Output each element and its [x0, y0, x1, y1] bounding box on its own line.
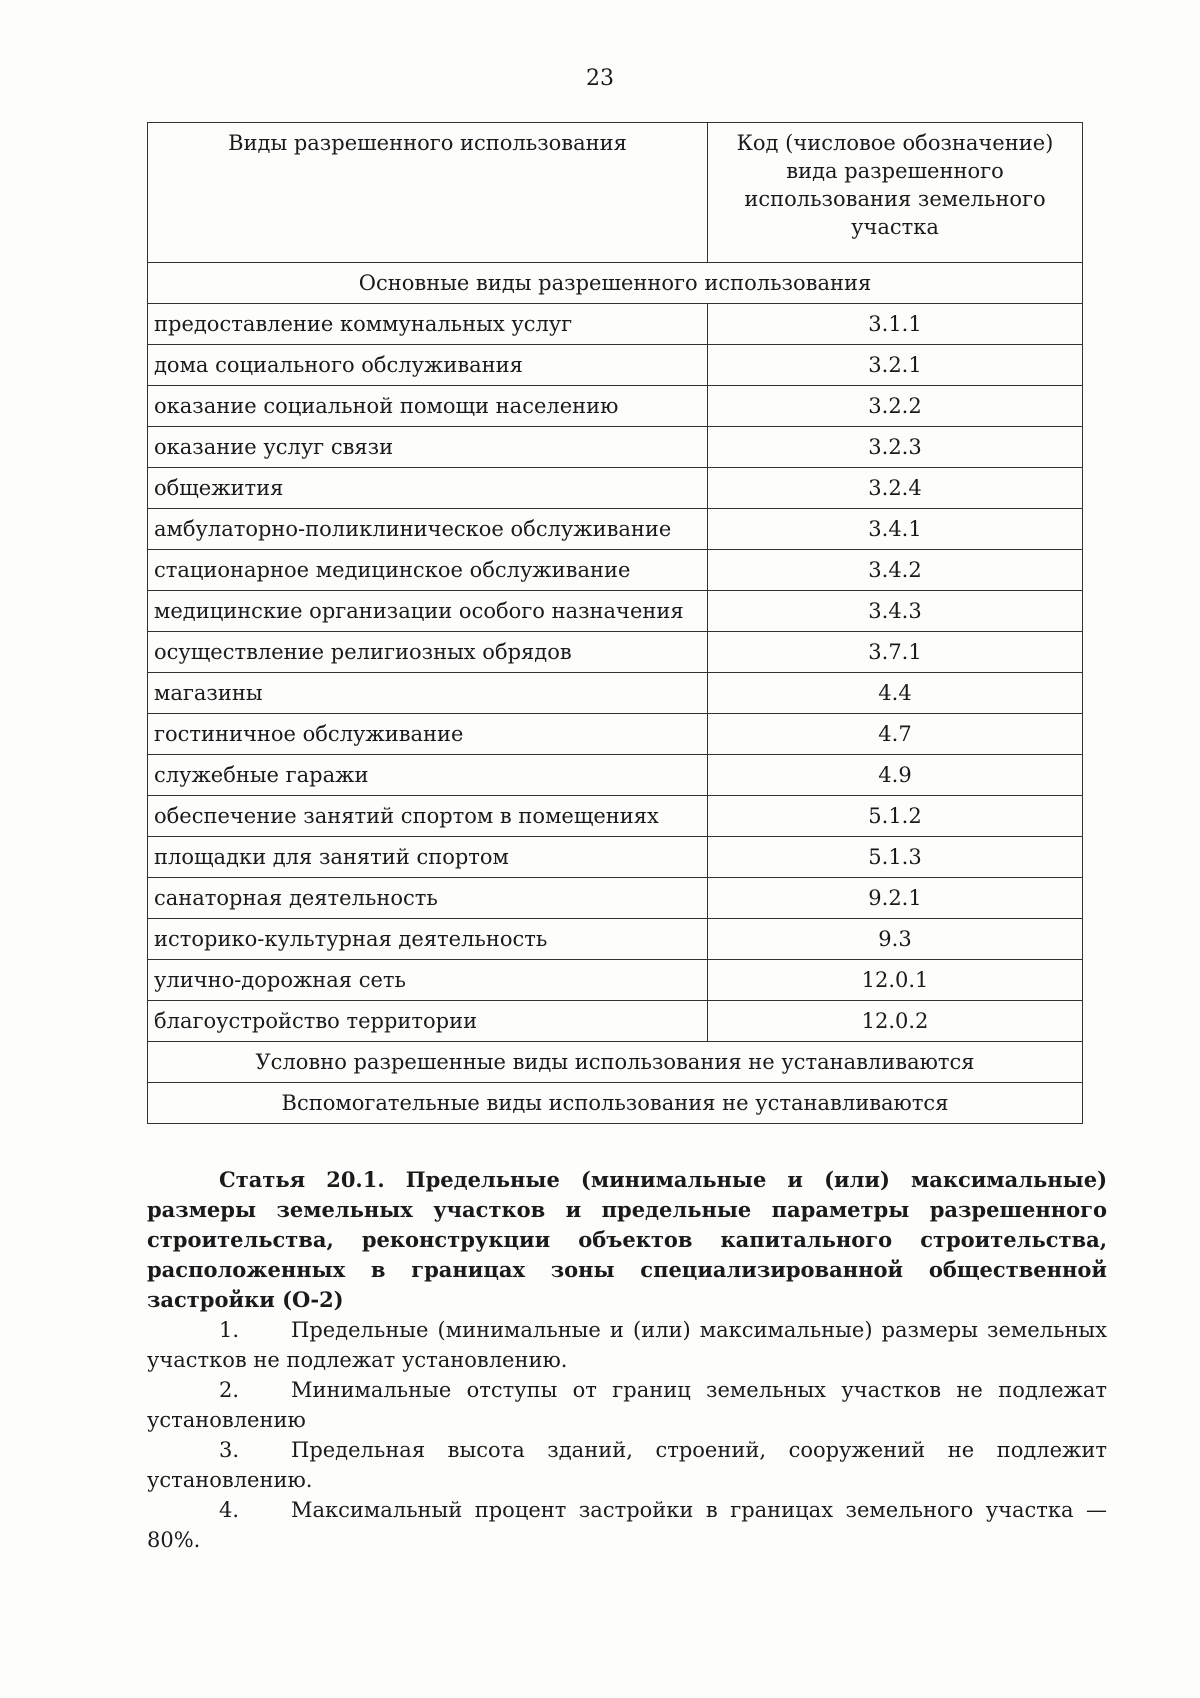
use-code-cell: 4.7: [708, 714, 1083, 755]
use-code-cell: 4.9: [708, 755, 1083, 796]
table-row: [148, 468, 1083, 509]
table-row: [148, 550, 1083, 591]
table-row: [148, 755, 1083, 796]
header-code: Код (числовое обозначение) вида разрешенного использования земельного участка: [708, 123, 1083, 263]
table-row: [148, 345, 1083, 386]
article-paragraphs: [147, 1315, 1107, 1555]
conditional-uses-note: Условно разрешенные виды использования не устанавливаются: [148, 1042, 1083, 1083]
use-code-cell: 5.1.3: [708, 837, 1083, 878]
use-code-cell: 3.4.3: [708, 591, 1083, 632]
article-title: Статья 20.1. Предельные (минимальные и (или) максимальные) размеры земельных участков и предельные параметры разрешенного строительства, реконструкции объектов капитального строительства, расположенных в границах зоны специализированной общественной застройки (О-2): [147, 1167, 1107, 1312]
use-code-cell: 3.2.2: [708, 386, 1083, 427]
use-code-cell: 3.2.4: [708, 468, 1083, 509]
table-row: [148, 591, 1083, 632]
use-code-cell: 3.4.2: [708, 550, 1083, 591]
use-type-cell: оказание услуг связи: [148, 427, 708, 468]
use-type-cell: осуществление религиозных обрядов: [148, 632, 708, 673]
table-row: [148, 673, 1083, 714]
use-type-cell: гостиничное обслуживание: [148, 714, 708, 755]
table-row: [148, 304, 1083, 345]
use-type-cell: амбулаторно-поликлиническое обслуживание: [148, 509, 708, 550]
paragraph-text: Минимальные отступы от границ земельных участков не подлежат установлению: [147, 1378, 1107, 1432]
section-title: Основные виды разрешенного использования: [148, 263, 1083, 304]
use-code-cell: 3.2.1: [708, 345, 1083, 386]
use-type-cell: дома социального обслуживания: [148, 345, 708, 386]
use-code-cell: 12.0.1: [708, 960, 1083, 1001]
article-20-1: [147, 1165, 1107, 1555]
table-row: [148, 632, 1083, 673]
paragraph-text: Предельная высота зданий, строений, сооружений не подлежит установлению.: [147, 1438, 1107, 1492]
paragraph-text: Предельные (минимальные и (или) максимальные) размеры земельных участков не подлежат установлению.: [147, 1318, 1107, 1372]
paragraph-number: 4.: [219, 1498, 240, 1522]
use-code-cell: 4.4: [708, 673, 1083, 714]
table-row: [148, 878, 1083, 919]
use-code-cell: 3.2.3: [708, 427, 1083, 468]
use-type-cell: общежития: [148, 468, 708, 509]
article-paragraph: [147, 1435, 1107, 1495]
use-code-cell: 3.4.1: [708, 509, 1083, 550]
auxiliary-uses-row: [148, 1083, 1083, 1124]
use-type-cell: площадки для занятий спортом: [148, 837, 708, 878]
use-code-cell: 3.7.1: [708, 632, 1083, 673]
use-type-cell: улично-дорожная сеть: [148, 960, 708, 1001]
table-row: [148, 837, 1083, 878]
table-row: [148, 427, 1083, 468]
use-code-cell: 5.1.2: [708, 796, 1083, 837]
permitted-use-table: [147, 122, 1083, 1124]
table-row: [148, 1001, 1083, 1042]
use-type-cell: историко-культурная деятельность: [148, 919, 708, 960]
use-type-cell: стационарное медицинское обслуживание: [148, 550, 708, 591]
table-row: [148, 919, 1083, 960]
conditional-uses-row: [148, 1042, 1083, 1083]
paragraph-number: 1.: [219, 1318, 240, 1342]
use-code-cell: 9.3: [708, 919, 1083, 960]
paragraph-number: 2.: [219, 1378, 240, 1402]
use-type-cell: предоставление коммунальных услуг: [148, 304, 708, 345]
page-number: 23: [586, 66, 614, 91]
use-type-cell: обеспечение занятий спортом в помещениях: [148, 796, 708, 837]
table-body: [148, 304, 1083, 1042]
use-type-cell: служебные гаражи: [148, 755, 708, 796]
use-code-cell: 9.2.1: [708, 878, 1083, 919]
paragraph-text: Максимальный процент застройки в границах земельного участка — 80%.: [147, 1498, 1107, 1552]
use-type-cell: санаторная деятельность: [148, 878, 708, 919]
use-type-cell: медицинские организации особого назначения: [148, 591, 708, 632]
use-code-cell: 3.1.1: [708, 304, 1083, 345]
section-main-uses: [148, 263, 1083, 304]
table-row: [148, 960, 1083, 1001]
table-header-row: [148, 123, 1083, 263]
table-row: [148, 509, 1083, 550]
paragraph-number: 3.: [219, 1438, 240, 1462]
article-paragraph: [147, 1495, 1107, 1555]
table-row: [148, 796, 1083, 837]
use-type-cell: благоустройство территории: [148, 1001, 708, 1042]
use-type-cell: магазины: [148, 673, 708, 714]
use-code-cell: 12.0.2: [708, 1001, 1083, 1042]
article-paragraph: [147, 1375, 1107, 1435]
use-type-cell: оказание социальной помощи населению: [148, 386, 708, 427]
table-row: [148, 386, 1083, 427]
table-row: [148, 714, 1083, 755]
header-use-type: Виды разрешенного использования: [148, 123, 708, 263]
auxiliary-uses-note: Вспомогательные виды использования не устанавливаются: [148, 1083, 1083, 1124]
article-paragraph: [147, 1315, 1107, 1375]
